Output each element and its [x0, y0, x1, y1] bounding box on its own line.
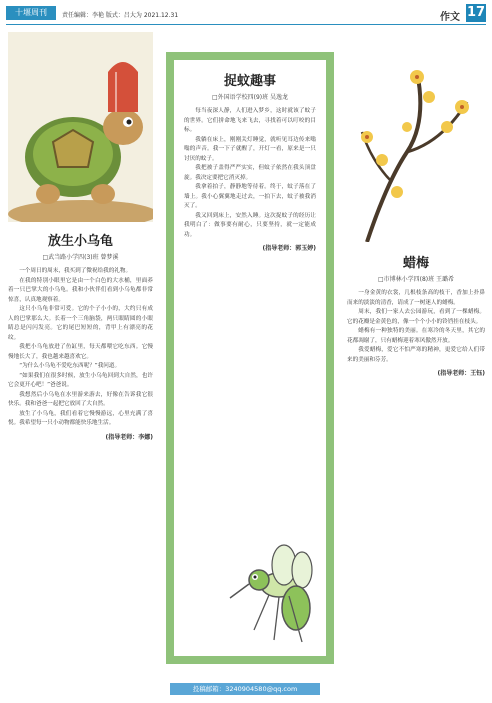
teacher-credit: (指导老师：李娜)	[105, 433, 153, 441]
paragraph: 一身金黄的衣裳，几根枝条高的枝干，香加上扑鼻而来的淡淡的清香，请成了一树迷人的蜡梅。	[347, 290, 485, 306]
paragraph: 周末，我们一家人去公园游玩，看到了一棵蜡梅。它的花瓣是金黄色的，像一个个小小的铃铛挂在枝头。	[347, 309, 485, 325]
editor-info: 责任编辑：李艳 版式：吕大为 2021.12.31	[62, 12, 179, 19]
header-rule	[6, 24, 486, 25]
paragraph: 我把小乌龟放进了鱼缸里，每天都喂它吃东西。它慢慢地长大了，我也越来越喜欢它。	[8, 344, 153, 360]
section-title: 作文	[440, 12, 460, 23]
article-title: 蜡梅	[402, 256, 429, 271]
turtle-illustration	[8, 32, 153, 222]
article-body	[347, 289, 485, 365]
article-wintersweet	[347, 32, 485, 377]
paragraph: 放生了小乌龟，我们看着它慢慢游远，心里充满了喜悦。我希望每一只小动物都能快乐地生活。	[8, 410, 153, 426]
article-mosquito-frame	[166, 52, 334, 664]
article-mosquito	[184, 70, 316, 252]
article-body	[184, 107, 316, 240]
paragraph: 每当夜深人静，人们进入梦乡，这时就该了蚊子的世界。它们拼命地飞来飞去，寻找着可以叮咬的目标。	[184, 108, 316, 133]
teacher-credit: (指导老师：王钰)	[437, 370, 485, 377]
article-title: 捉蚊趣事	[223, 74, 276, 89]
teacher-credit: (指导老师：郭玉婷)	[262, 245, 316, 252]
paragraph: “如果我们在很多时候，放生小乌龟回到大自然，也许它会更开心吧！”爸爸说。	[8, 372, 153, 388]
paragraph: 我拿着拍子，静静地等待着。终于，蚊子落在了墙上。我小心翼翼地走过去，一拍下去，蚊子被我消灭了。	[184, 184, 316, 209]
article-turtle	[8, 32, 153, 441]
paragraph: “为什么小乌龟不爱吃东西呢？”我问道。	[19, 363, 121, 369]
paragraph: 这只小乌龟非常可爱。它的个子小小的，大约只有成人的巴掌那么大。长着一个三角脑袋，两只眼睛圆的小眼睛总是闪闪发亮。它的尾巴短短的，背甲上有漂亮的花纹。	[8, 306, 153, 341]
paragraph: 一个周日的周末，我买到了微祝给我的礼物。	[19, 268, 132, 274]
page-number: 17	[466, 5, 486, 20]
wintersweet-illustration	[347, 32, 485, 242]
paragraph: 我又回到床上，安然入睡。这次捉蚊子的经历让我明白了：做事要有耐心，只要坚持，就一定能成功。	[184, 212, 316, 238]
article-title: 放生小乌龟	[47, 234, 113, 249]
paragraph: 我爱蜡梅，爱它不怕严寒的精神，更爱它给人们带来的美丽和芬芳。	[347, 347, 485, 363]
paragraph: 在我的特别小眼里它是由一个白色的大水桶，里面养着一只巴掌大的小乌龟。我和小伙伴们看到小乌龟都非常惊喜，认真地观察着。	[8, 277, 153, 303]
paragraph: 我躺在床上，刚刚关灯睡觉，就听见耳边传来嗡嗡的声音。我一下子就醒了，开灯一看，原来是一只讨厌的蚊子。	[184, 136, 316, 162]
masthead: 十堰周刊	[6, 6, 56, 20]
article-byline: □武当路小学四(3)班 曾梦溪	[42, 254, 119, 261]
article-byline: □市博林小学四(8)班 王璐希	[377, 276, 455, 283]
page-header	[0, 0, 492, 26]
paragraph: 我想然后小乌龟在水里游来游去，好像在告诉我它很快乐。我和爸爸一起把它放回了大自然。	[8, 391, 153, 407]
paragraph: 蜡梅有一种独特的美丽。在寒冷的冬天里，其它的花都凋谢了，只有蜡梅迎着寒风傲然开放。	[347, 328, 485, 344]
submission-email: 投稿邮箱：3240904580@qq.com	[170, 683, 320, 695]
article-body	[8, 267, 153, 429]
paragraph: 我把被子盖得严严实实，但蚊子依然在我头顶盘旋。我决定要把它消灭掉。	[184, 165, 316, 181]
mosquito-illustration	[224, 530, 324, 650]
article-byline: □外国语学校四(9)班 吴逸龙	[211, 94, 289, 101]
